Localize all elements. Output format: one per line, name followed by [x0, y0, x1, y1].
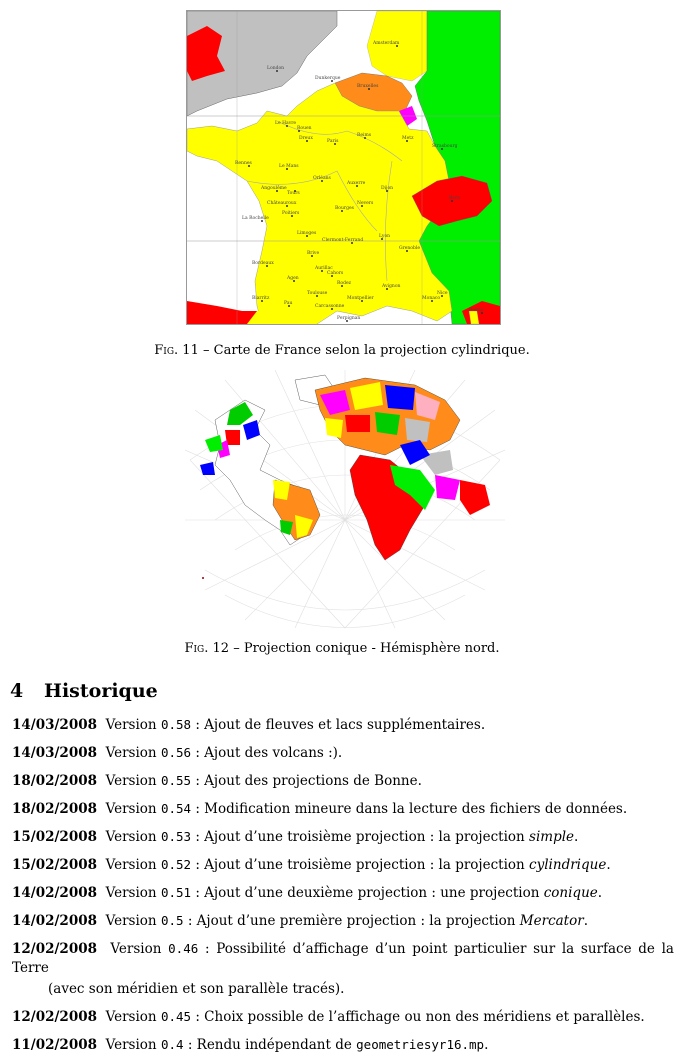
entry-after: .	[484, 1037, 489, 1053]
entry-text: : Modification mineure dans la lecture des fichiers de données.	[195, 801, 628, 817]
svg-text:Perpignan: Perpignan	[337, 316, 361, 321]
entry-date: 12/02/2008	[12, 941, 98, 957]
svg-text:Poitiers: Poitiers	[282, 211, 300, 216]
history-entry	[12, 855, 674, 875]
entry-prefix: Version	[105, 1009, 157, 1025]
figure-12-caption-text: – Projection conique - Hémisphère nord.	[233, 641, 500, 656]
entry-date: 11/02/2008	[12, 1037, 98, 1053]
entry-text: : Possibilité d’affichage d’un point particulier sur la surface de la Terre	[12, 941, 674, 976]
entry-date: 15/02/2008	[12, 857, 98, 873]
history-entry	[12, 883, 674, 903]
svg-text:Limoges: Limoges	[297, 231, 317, 236]
svg-text:Biarritz: Biarritz	[252, 296, 270, 301]
france-map-graphic	[187, 11, 500, 324]
entry-version: 0.4	[160, 1037, 184, 1052]
history-entry	[12, 1035, 674, 1055]
entry-prefix: Version	[105, 801, 157, 817]
svg-text:Bourges: Bourges	[335, 206, 354, 211]
history-entry	[12, 911, 674, 931]
svg-text:Le Havre: Le Havre	[275, 121, 297, 126]
entry-prefix: Version	[105, 745, 157, 761]
entry-date: 18/02/2008	[12, 801, 98, 817]
entry-version: 0.56	[160, 745, 192, 760]
svg-text:Brive: Brive	[307, 251, 320, 256]
figure-12-caption	[0, 641, 684, 656]
entry-text: : Ajout d’une première projection : la projection	[187, 913, 516, 929]
svg-text:Bern: Bern	[449, 196, 461, 201]
entry-date: 14/03/2008	[12, 717, 98, 733]
entry-date: 12/02/2008	[12, 1009, 98, 1025]
svg-text:Angoulême: Angoulême	[261, 186, 287, 191]
entry-emphasis: conique	[543, 885, 598, 901]
entry-text: : Ajout de fleuves et lacs supplémentaires.	[195, 717, 486, 733]
entry-prefix: Version	[105, 717, 157, 733]
figure-12-label: Fig. 12	[184, 641, 230, 656]
entry-version: 0.54	[160, 801, 192, 816]
history-list	[12, 715, 674, 1063]
svg-text:Amsterdam: Amsterdam	[373, 41, 400, 46]
entry-version: 0.53	[160, 829, 192, 844]
entry-text: : Ajout d’une troisième projection : la projection	[195, 829, 525, 845]
entry-text: : Ajout des projections de Bonne.	[195, 773, 422, 789]
svg-text:Dijon: Dijon	[381, 186, 394, 191]
entry-prefix: Version	[110, 941, 162, 957]
entry-version: 0.5	[160, 913, 184, 928]
entry-version: 0.55	[160, 773, 192, 788]
entry-after: .	[597, 885, 603, 901]
svg-text:La Rochelle: La Rochelle	[242, 216, 269, 221]
svg-text:Agen: Agen	[287, 276, 299, 281]
entry-after: .	[574, 829, 579, 845]
svg-text:Pau: Pau	[284, 301, 293, 306]
entry-code: geometriesyr16.mp	[356, 1037, 485, 1052]
svg-text:Le Mans: Le Mans	[279, 164, 299, 169]
entry-emphasis: Mercator	[519, 913, 584, 929]
svg-text:Reims: Reims	[357, 133, 372, 138]
svg-text:Aurillac: Aurillac	[315, 266, 333, 271]
entry-after: .	[583, 913, 588, 929]
svg-text:Nice: Nice	[437, 291, 448, 296]
history-entry	[12, 1007, 674, 1027]
entry-prefix: Version	[105, 857, 157, 873]
figure-11-map	[186, 10, 501, 325]
svg-text:Strasbourg: Strasbourg	[432, 144, 458, 149]
svg-text:Carcassonne: Carcassonne	[315, 304, 345, 309]
svg-text:London: London	[267, 66, 285, 71]
entry-prefix: Version	[105, 885, 157, 901]
entry-version: 0.58	[160, 717, 192, 732]
section-heading	[10, 680, 158, 702]
svg-text:Grenoble: Grenoble	[399, 246, 420, 251]
entry-text: : Rendu indépendant de	[187, 1037, 352, 1053]
history-entry	[12, 939, 674, 999]
figure-11-label: Fig. 11	[154, 343, 199, 358]
svg-text:Toulouse: Toulouse	[307, 291, 328, 296]
svg-text:Clermont-Ferrand: Clermont-Ferrand	[322, 238, 364, 243]
svg-text:Rennes: Rennes	[235, 161, 252, 166]
entry-version: 0.51	[160, 885, 192, 900]
entry-version: 0.52	[160, 857, 192, 872]
entry-prefix: Version	[105, 1037, 157, 1053]
history-entry	[12, 715, 674, 735]
entry-prefix: Version	[105, 829, 157, 845]
entry-text: : Ajout des volcans :).	[195, 745, 343, 761]
entry-date: 14/02/2008	[12, 885, 98, 901]
section-title: Historique	[44, 680, 158, 702]
svg-text:Metz: Metz	[402, 136, 414, 141]
entry-text: : Choix possible de l’affichage ou non des méridiens et parallèles.	[195, 1009, 645, 1025]
entry-prefix: Version	[105, 913, 157, 929]
svg-text:Avignon: Avignon	[382, 284, 401, 289]
svg-text:Rodez: Rodez	[337, 281, 352, 286]
svg-text:Cahors: Cahors	[327, 271, 344, 276]
entry-emphasis: simple	[529, 829, 575, 845]
svg-text:Lyon: Lyon	[379, 234, 391, 239]
svg-text:Nevers: Nevers	[357, 201, 374, 206]
svg-text:Orléans: Orléans	[313, 176, 331, 181]
entry-emphasis: cylindrique	[529, 857, 607, 873]
svg-text:Bordeaux: Bordeaux	[252, 261, 274, 266]
entry-date: 15/02/2008	[12, 829, 98, 845]
svg-text:Dunkerque: Dunkerque	[315, 76, 341, 81]
figure-11-caption-text: – Carte de France selon la projection cylindrique.	[203, 343, 530, 358]
history-entry	[12, 799, 674, 819]
svg-text:Rouen: Rouen	[297, 126, 312, 131]
entry-date: 18/02/2008	[12, 773, 98, 789]
svg-text:Monaco: Monaco	[422, 296, 441, 301]
svg-text:Bruxelles: Bruxelles	[357, 84, 379, 89]
conic-projection-graphic	[185, 370, 505, 630]
entry-text: : Ajout d’une deuxième projection : une projection	[195, 885, 540, 901]
history-entry	[12, 827, 674, 847]
entry-text: : Ajout d’une troisième projection : la projection	[195, 857, 525, 873]
svg-text:Châteauroux: Châteauroux	[267, 201, 297, 206]
svg-text:Tours: Tours	[287, 191, 300, 196]
entry-date: 14/03/2008	[12, 745, 98, 761]
svg-text:Dreux: Dreux	[299, 136, 313, 141]
figure-11-caption	[0, 343, 684, 358]
entry-version: 0.45	[160, 1009, 192, 1024]
entry-prefix: Version	[105, 773, 157, 789]
entry-continuation: (avec son méridien et son parallèle tracés).	[48, 981, 345, 997]
section-number: 4	[10, 680, 24, 702]
history-entry	[12, 743, 674, 763]
figure-12-map	[185, 370, 505, 630]
entry-after: .	[606, 857, 611, 873]
entry-date: 14/02/2008	[12, 913, 98, 929]
svg-text:Montpellier: Montpellier	[347, 296, 374, 301]
svg-text:Paris: Paris	[327, 139, 339, 144]
svg-text:Auxerre: Auxerre	[347, 181, 366, 186]
svg-text:Bastia: Bastia	[469, 308, 484, 313]
history-entry	[12, 771, 674, 791]
entry-version: 0.46	[168, 941, 199, 956]
